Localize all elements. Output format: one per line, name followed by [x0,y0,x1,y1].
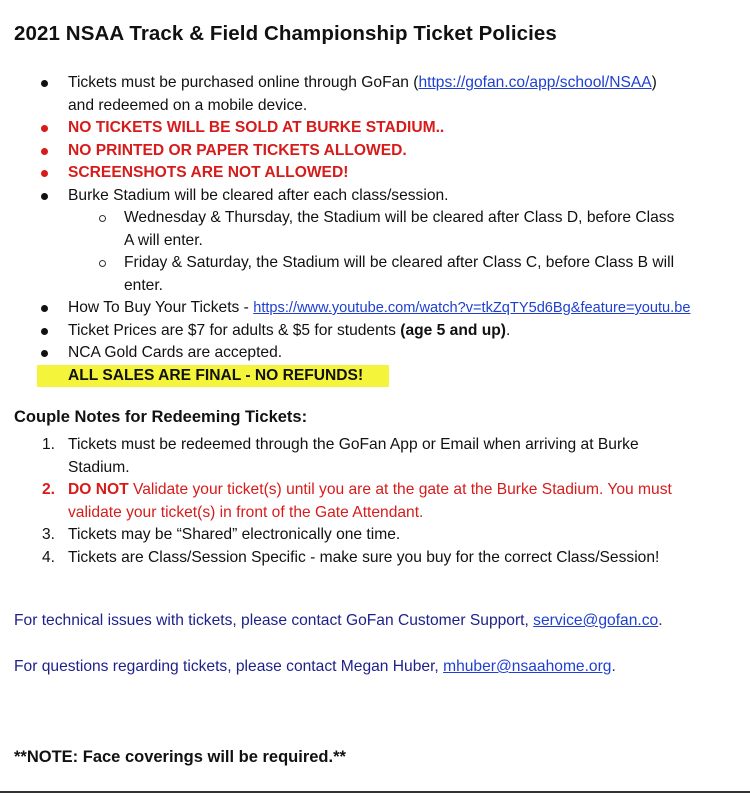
sublist-item-fri-sat [0,252,750,297]
gofan-text: Tickets must be purchased online through GoFan ( [68,74,419,91]
gofan-text-line2: and redeemed on a mobile device. [68,96,308,114]
questions-text: For questions regarding tickets, please contact Megan Huber, [14,658,444,675]
gofan-link[interactable]: https://gofan.co/app/school/NSAA [418,74,652,91]
list-item-cleared [0,185,750,208]
fri-sat-text-line1: Friday & Saturday, the Stadium will be cleared after Class C, before Class B will [124,254,675,271]
redeem-item-3 [0,524,750,547]
list-item-no-sold [0,117,750,140]
cleared-text: Burke Stadium will be cleared after each class/session. [68,186,449,204]
redeem-item-1 [0,434,750,479]
redeem-heading: Couple Notes for Redeeming Tickets: [14,408,308,426]
youtube-link[interactable]: https://www.youtube.com/watch?v=tkZqTY5d6Bg&feature=youtu.be [253,300,691,316]
redeem-item-2-line2: validate your ticket(s) in front of the Gate Attendant. [68,503,424,521]
prices-text: Ticket Prices are $7 for adults & $5 for students [68,321,401,339]
how-to-buy-label: How To Buy Your Tickets - [68,299,254,316]
page-title: 2021 NSAA Track & Field Championship Ticket Policies [14,22,557,45]
no-printed-text: NO PRINTED OR PAPER TICKETS ALLOWED. [68,141,407,159]
item-number: 1. [42,436,56,453]
face-covering-note: **NOTE: Face coverings will be required.** [14,748,346,766]
redeem-item-2 [0,479,750,524]
do-not-text: DO NOT [68,481,129,498]
redeem-item-4 [0,547,750,570]
tech-support-text: For technical issues with tickets, please contact GoFan Customer Support, [14,612,534,629]
no-sold-text: NO TICKETS WILL BE SOLD AT BURKE STADIUM.. [68,119,445,136]
list-item-prices [0,320,750,343]
sublist-item-wed-thu [0,207,750,252]
prices-text-end: . [505,321,511,339]
fri-sat-text-line2: enter. [124,276,164,294]
final-sales-text: ALL SALES ARE FINAL - NO REFUNDS! [68,366,364,384]
prices-age-note: (age 5 and up) [400,321,506,339]
wed-thu-text-line2: A will enter. [124,231,203,249]
redeem-item-1-line1: Tickets must be redeemed through the GoFan App or Email when arriving at Burke [68,436,639,453]
page-bottom-border [0,791,750,793]
tech-support-end: . [658,612,663,629]
list-item-how-to-buy [0,297,750,320]
questions-end: . [611,658,616,675]
list-item-no-screenshots [0,162,750,185]
list-item-no-printed [0,140,750,163]
redeem-item-3-line1: Tickets may be “Shared” electronically one time. [68,526,401,543]
policy-bullet-list [0,72,750,387]
questions-contact [14,658,616,676]
gofan-text-close: ) [651,74,657,91]
item-number: 3. [42,526,56,543]
list-item-gold-cards [0,342,750,365]
service-email-link[interactable]: service@gofan.co [533,612,659,629]
redeem-item-1-line2: Stadium. [68,458,130,476]
no-screenshots-text: SCREENSHOTS ARE NOT ALLOWED! [68,164,349,181]
wed-thu-text-line1: Wednesday & Thursday, the Stadium will be cleared after Class D, before Class [124,209,675,226]
redeem-numbered-list [0,434,750,569]
tech-support-contact [14,612,663,630]
list-item-final-sales [0,365,750,388]
item-number: 4. [42,548,56,566]
item-number: 2. [42,481,56,498]
redeem-item-4-line1: Tickets are Class/Session Specific - make sure you buy for the correct Class/Session! [68,548,660,566]
mhuber-email-link[interactable]: mhuber@nsaahome.org [443,658,612,675]
list-item-gofan [0,72,750,117]
gold-cards-text: NCA Gold Cards are accepted. [68,344,283,361]
redeem-item-2-line1: Validate your ticket(s) until you are at the gate at the Burke Stadium. You must [128,481,672,498]
